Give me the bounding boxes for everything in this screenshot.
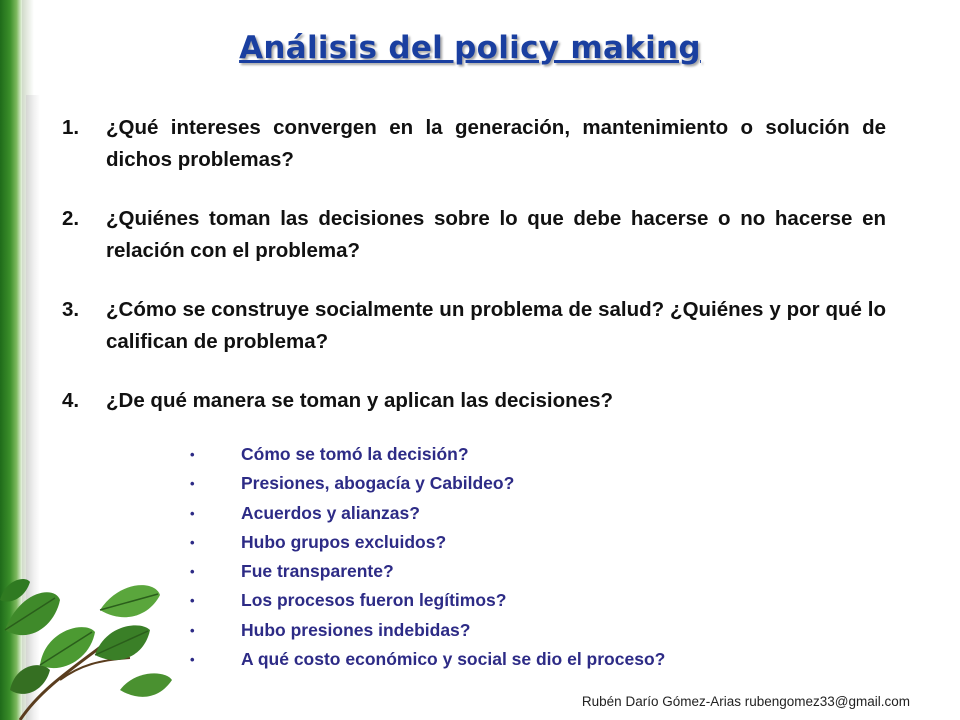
sub-item: [190, 586, 810, 615]
sub-item: [190, 499, 810, 528]
question-text: ¿De qué manera se toman y aplican las decisiones?: [106, 389, 613, 412]
questions-list: [62, 112, 886, 444]
question-item: [62, 203, 886, 267]
sub-item-text: Hubo presiones indebidas?: [241, 619, 471, 640]
bullet-icon: •: [190, 505, 195, 521]
bullet-icon: •: [190, 622, 195, 638]
question-text: ¿Quiénes toman las decisiones sobre lo que debe hacerse o no hacerse en relación con el problema?: [106, 207, 886, 262]
sub-item-text: Hubo grupos excluidos?: [241, 531, 447, 552]
sub-item: [190, 557, 810, 586]
question-number: 1.: [62, 116, 80, 139]
question-number: 4.: [62, 389, 80, 412]
sub-item: [190, 440, 810, 469]
question-text: ¿Qué intereses convergen en la generación, mantenimiento o solución de dichos problemas?: [106, 116, 886, 171]
question-number: 2.: [62, 207, 80, 230]
bullet-icon: •: [190, 447, 195, 462]
sub-item: [190, 528, 810, 557]
bullet-icon: •: [190, 564, 195, 580]
sub-item-text: Fue transparente?: [241, 561, 394, 582]
sub-item: [190, 645, 810, 674]
bullet-icon: •: [190, 652, 195, 668]
sub-item-text: Cómo se tomó la decisión?: [241, 444, 469, 464]
question-item: [62, 112, 886, 176]
sub-item-text: Presiones, abogacía y Cabildeo?: [241, 473, 515, 494]
sub-item: [190, 616, 810, 645]
bullet-icon: •: [190, 593, 195, 609]
sub-item-text: Los procesos fueron legítimos?: [241, 590, 507, 611]
sub-item-text: Acuerdos y alianzas?: [241, 502, 420, 523]
slide-title: Análisis del policy making: [239, 30, 701, 66]
sub-item: [190, 469, 810, 498]
footer-credit: Rubén Darío Gómez-Arias rubengomez33@gmail.com: [581, 694, 910, 709]
question-number: 3.: [62, 298, 80, 321]
bullet-icon: •: [190, 476, 195, 492]
question-item: [62, 385, 886, 417]
question-item: [62, 294, 886, 358]
leaves-icon: [0, 570, 190, 720]
sub-questions-list: [190, 440, 810, 674]
bullet-icon: •: [190, 534, 195, 550]
question-text: ¿Cómo se construye socialmente un problema de salud? ¿Quiénes y por qué lo califican de problema?: [106, 298, 886, 353]
sub-item-text: A qué costo económico y social se dio el proceso?: [241, 649, 666, 670]
